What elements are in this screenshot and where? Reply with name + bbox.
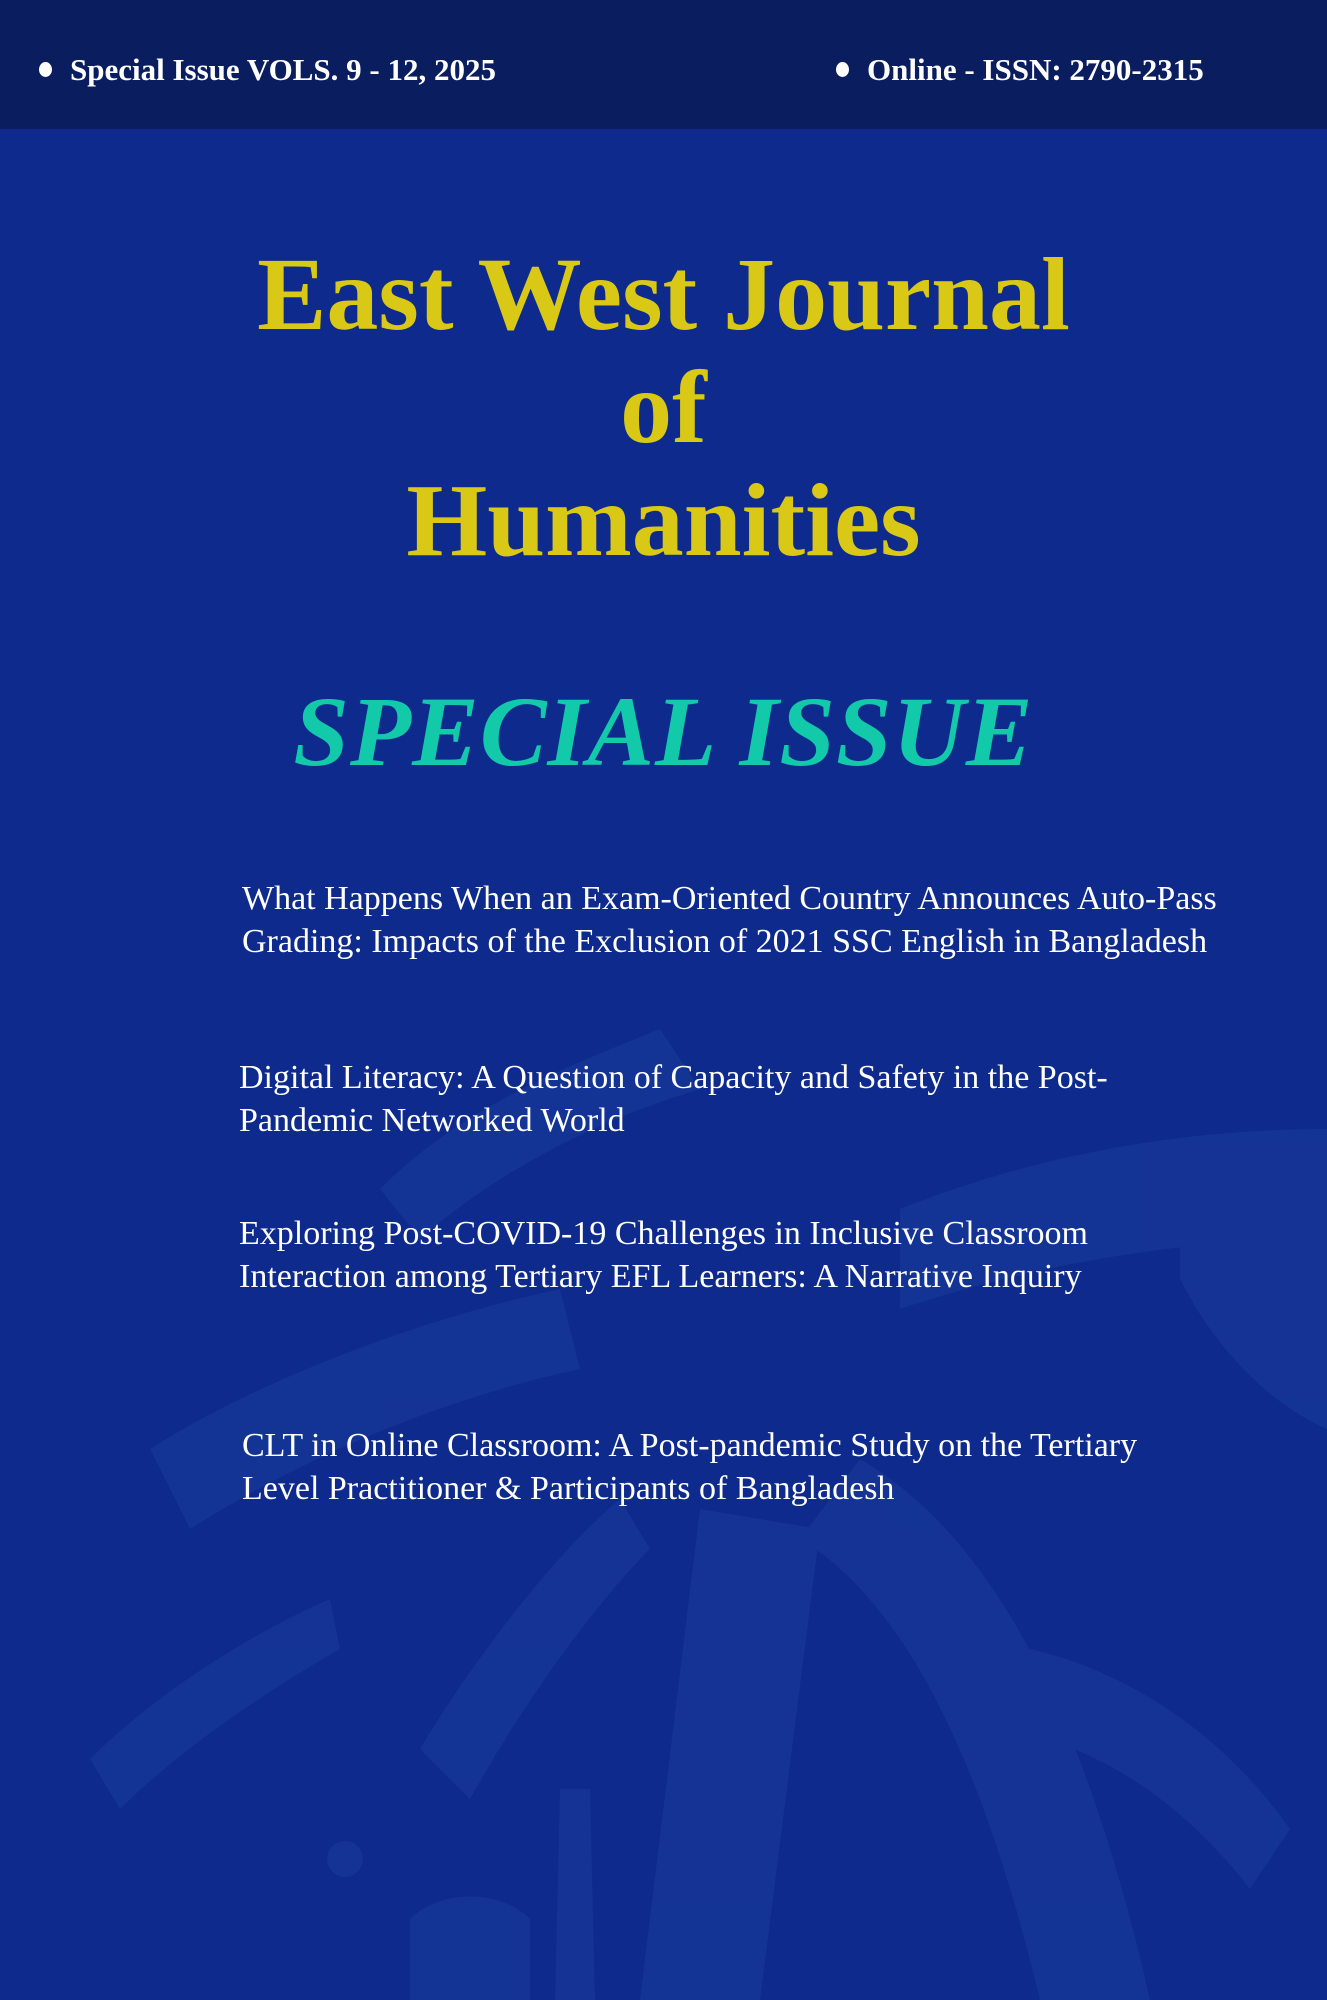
article-title-4: CLT in Online Classroom: A Post-pandemic Study on the Tertiary Level Practitioner & Participants of Bangladesh (242, 1427, 1138, 1507)
article-title-3: Exploring Post-COVID-19 Challenges in Inclusive Classroom Interaction among Tertiary EFL Learners: A Narrative Inquiry (239, 1215, 1088, 1295)
issue-volume-info (39, 50, 496, 90)
bullet-icon (836, 62, 849, 77)
special-issue-label: SPECIAL ISSUE (293, 676, 1034, 787)
issue-volume-text: Special Issue VOLS. 9 - 12, 2025 (70, 52, 496, 87)
journal-title-line-1: East West Journal (257, 237, 1070, 352)
journal-title (0, 238, 1327, 577)
bullet-icon (39, 62, 52, 77)
article-title-1: What Happens When an Exam-Oriented Country Announces Auto-Pass Grading: Impacts of the Exclusion of 2021 SSC English in Bangladesh (242, 880, 1217, 960)
journal-title-line-3: Humanities (406, 463, 921, 578)
article-title-2: Digital Literacy: A Question of Capacity and Safety in the Post-Pandemic Networked World (239, 1059, 1108, 1139)
issue-header-bar (0, 0, 1327, 129)
journal-title-line-2: of (620, 350, 707, 465)
issn-text: Online - ISSN: 2790-2315 (867, 52, 1204, 87)
issn-info (836, 50, 1204, 90)
